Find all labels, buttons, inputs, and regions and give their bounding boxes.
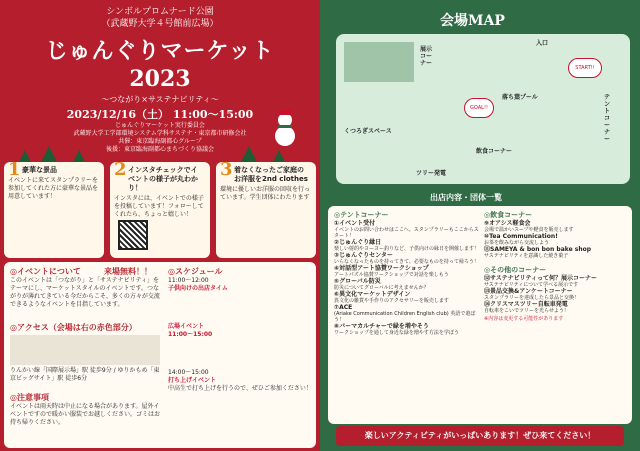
map-photo	[344, 42, 414, 82]
map-label-entrance: 入口	[536, 40, 549, 47]
notes-section: ◎注意事項 イベントは雨天時は中止になる場合があります。屋外イベントですので暖かい服装でお越しください。ゴミはお持ち帰りください。	[10, 393, 161, 426]
vendor-item: ③じゅんぐりセンター いらなくなったものを持ってきて、必要なものを持って帰ろう！	[334, 252, 479, 265]
schedule-item: 11:00〜12:00 子供向けの出店タイム	[168, 277, 228, 292]
map-label-tent: テントコーナー	[604, 94, 611, 143]
map-label-pool: 落ち葉プール	[502, 94, 538, 101]
vendor-item: ⑧バーマカルチャーで緑を増やそう ワークショップを通して身近な緑を増やす方法を学ぼう	[334, 323, 459, 336]
vendor-item: ②じゅんぐり縁日 楽しい射的やヨーヨー釣りなど、子供向けの縁日を開催します！	[334, 239, 480, 252]
venue-map	[336, 34, 630, 184]
goal-marker: GOAL!!	[464, 98, 494, 118]
event-subtitle: 〜つながり×サステナビリティ〜	[101, 95, 219, 104]
food-section: ◎飲食コーナー ⑨オアシス軽食会 会場で温かいスープや軽食を販売します ⑩Tea Communication! お茶を飲みながら交流しよう ⑪SAMEYA & bon bon bake shop サステナビリティを意識した焼き菓子 ◎その他のコーナー ⑫サステナビリティって何？展示コーナー サステナビリティについて学べる展示です ⑬景品交換&アンケートコーナー スタンプラリーを達成したら景品と交換！ ⑭クリスマスツリー自転車発電 自転車をこいでツリーを光らせよう！ ※内容は変更する可能性があります	[484, 210, 628, 322]
access-map	[10, 335, 160, 365]
about-section: ◎イベントについて このイベントは「つながり」と「サステナビリティ」をテーマにし、マーケットスタイルのイベントです。つながりが薄れてきている今だからこそ、多くの方々が交流できるようなイベントを目指しています。	[10, 267, 160, 308]
schedule-item: 広場イベント 11:00〜15:00	[168, 323, 213, 338]
map-label-exhibit: 展示コーナー	[420, 46, 433, 67]
vendor-item: ⑤グローバル防災 防災についてグローバルに考えませんか？	[334, 278, 429, 291]
tent-section: ◎テントコーナー ①イベント受付 イベントのお問い合わせはここへ。スタンプラリーもここからスタート！ ②じゅんぐり縁日 楽しい射的やヨーヨー釣りなど、子供向けの縁日を開催します！ ③じゅんぐりセンター いらなくなったものを持ってきて、必要なものを持って帰ろう！ ④対話型アート協賛ワークショップ アートパズル協賛ワークショップで対話を楽しもう ⑤グローバル防災 防災についてグローバルに考えませんか？ ⑥異文化マーケットデザイン 異文化の雑貨や手作りのアクセサリーを販売します ⑦ACE (Ariake Communication Children English club) 英語で遊ぼう！ ⑧バーマカルチャーで緑を増やそう ワークショップを通して身近な緑を増やす方法を学ぼう	[334, 211, 480, 336]
map-header	[320, 0, 640, 36]
schedule-note: 中高生で打ち上げを行うので、ぜひご参加ください！	[168, 385, 312, 392]
vendor-list	[328, 206, 632, 424]
feature-card: 2インスタチェックでイベントの様子が丸わかり！ インスタには、イベントでの様子を投稿しています！フォローしてくれたら、ちょっと嬉しい！	[110, 162, 210, 258]
event-year: 2023	[129, 66, 191, 92]
vendor-item: ⑨オアシス軽食会 会場で温かいスープや軽食を販売します	[484, 220, 574, 233]
list-note: ※内容は変更する可能性があります	[484, 316, 564, 322]
map-label-relax: くつろぎスペース	[344, 128, 392, 135]
event-date: 2023/12/16（土） 11:00〜15:00	[66, 108, 254, 121]
qr-code-icon[interactable]	[118, 220, 148, 250]
feature-card: 3着なくなったご家庭のお洋服を2nd clothes 環境に優しいお洋服の回収を行っています。学生団体にわたります	[216, 162, 316, 258]
schedule-item: 14:00〜15:00 打ち上げイベント	[168, 369, 217, 384]
vendor-item: ⑥異文化マーケットデザイン 異文化の雑貨や手作りのアクセサリーを販売します	[334, 291, 449, 304]
feature-cards	[4, 162, 316, 258]
vendor-item: ⑩Tea Communication! お茶を飲みながら交流しよう	[484, 233, 558, 246]
map-label-tree: ツリー発電	[416, 170, 447, 177]
start-marker: START!!	[568, 58, 602, 78]
snowman-icon	[270, 108, 300, 148]
closing-banner: 楽しいアクティビティがいっぱいあります！ぜひ来てください！	[336, 426, 624, 446]
access-section: ◎アクセス（会場は右の赤色部分） りんかい線「国際展示場」駅 徒歩9分 / ゆりかもめ「東京ビッグサイト」駅 徒歩6分	[10, 323, 160, 382]
vendor-list-title: 出店内容・団体一覧	[430, 193, 502, 202]
vendor-item: ⑬景品交換&アンケートコーナー スタンプラリーを達成したら景品と交換！	[484, 288, 580, 301]
vendor-item: ⑫サステナビリティって何？展示コーナー サステナビリティについて学べる展示です	[484, 275, 598, 288]
vendor-item: ⑪SAMEYA & bon bon bake shop サステナビリティを意識した焼き菓子	[484, 246, 592, 259]
venue-name: シンボルプロムナード公園 （武蔵野大学４号館前広場）	[101, 7, 219, 29]
vendor-item: ④対話型アート協賛ワークショップ アートパズル協賛ワークショップで対話を楽しもう	[334, 265, 449, 278]
vendor-item: ⑦ACE (Ariake Communication Children English club) 英語で遊ぼう！	[334, 304, 476, 323]
event-title: じゅんぐりマーケット	[45, 38, 275, 64]
free-entry-label: 来場無料！！	[104, 267, 152, 276]
map-label-food: 飲食コーナー	[476, 148, 513, 155]
vendor-item: ⑭クリスマスツリー自転車発電 自転車をこいでツリーを光らせよう！	[484, 301, 569, 314]
vendor-item: ①イベント受付 イベントのお問い合わせはここへ。スタンプラリーもここからスタート！	[334, 220, 479, 239]
organizer-info: じゅんぐりマーケット実行委員会 武蔵野大学工学部環境システム学科サステナ・東京都市研修会社 共催：東京臨海副都心グループ 後援：東京臨海副都心まちづくり協議会	[73, 122, 247, 153]
schedule-section: ◎スケジュール 11:00〜12:00 子供向けの出店タイム 広場イベント 11:00〜15:00 14:00〜15:00 打ち上げイベント 中高生で打ち上げを行うので、ぜひご参加ください！	[168, 267, 312, 392]
feature-card: 1豪華な景品 イベントに来てスタンプラリーを参加してくれた方に豪華な景品を用意しています！	[4, 162, 104, 258]
map-title: 会場MAP	[440, 13, 505, 29]
event-info-panel	[4, 262, 316, 448]
right-flyer	[320, 0, 640, 451]
